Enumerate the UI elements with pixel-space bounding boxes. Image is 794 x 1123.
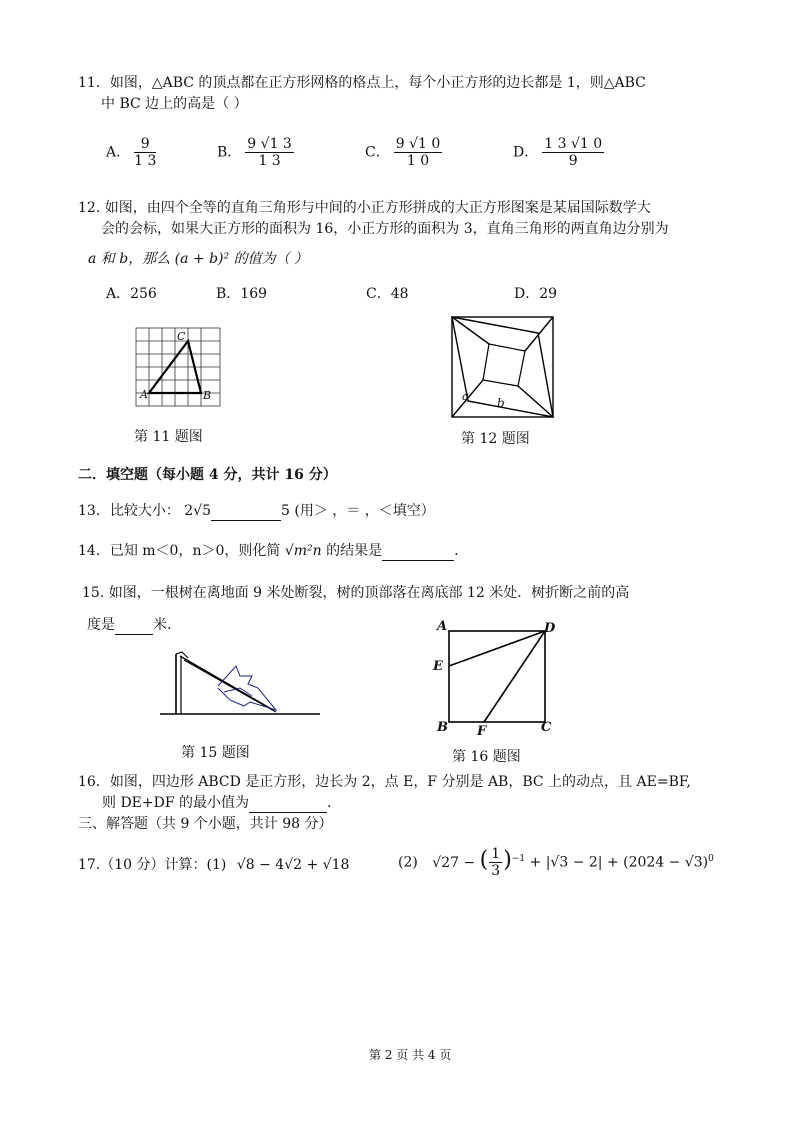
- q12-line3: a 和 b，那么 (a + b)² 的值为（ ）: [88, 251, 309, 267]
- figure-15-tree: [160, 648, 322, 716]
- q14-answer-blank[interactable]: [382, 546, 454, 561]
- q11-option-c: [365, 136, 446, 169]
- fig11-caption: 第 11 题图: [134, 429, 203, 445]
- fraction: $\frac{1 3 √1 0}{9}$: [544, 136, 603, 169]
- fig16-label-c: C: [541, 720, 552, 735]
- q12-option-c: C．48: [366, 286, 409, 302]
- q14-prefix: 14．已知 m＜0，n＞0，则化简: [78, 543, 281, 559]
- q15-line2-start: 度是: [87, 617, 115, 633]
- fig11-label-b: B: [203, 389, 212, 402]
- q13-expr: 2√5: [184, 503, 212, 519]
- q17-part2-exp: −1: [511, 853, 526, 864]
- q12-line2: 会的会标，如果大正方形的面积为 16，小正方形的面积为 3，直角三角形的两直角边分别为: [101, 221, 669, 237]
- fig16-label-a: A: [437, 619, 448, 634]
- q14-suffix: 的结果是: [326, 543, 383, 559]
- option-label: D．: [513, 144, 539, 161]
- q17-part2-b: + |√3 − 2| + (2024 − √3): [529, 854, 709, 871]
- fig16-label-e: E: [433, 659, 443, 674]
- q16-answer-blank[interactable]: [249, 798, 327, 813]
- option-label: A．: [106, 144, 131, 161]
- q15-line1: 15. 如图，一根树在离地面 9 米处断裂，树的顶部落在离底部 12 米处．树折断之前的高: [82, 585, 630, 601]
- q17-part2: (2) √27 − ( $\frac{1}{3}$ )$^{-1} + |√3 - 2| + (2024 - √3)^0$: [398, 846, 714, 879]
- fig16-label-d: D: [544, 621, 556, 636]
- q16-line2-end: .: [327, 795, 332, 811]
- fig16-label-b: B: [437, 720, 448, 735]
- q12-option-d: D．29: [514, 286, 558, 302]
- q17-part1: [78, 855, 349, 875]
- q16-line2-start: 则 DE+DF 的最小值为: [102, 795, 250, 811]
- fraction: $\frac{9}{1 3}$: [134, 136, 157, 169]
- q16-line2: [102, 793, 331, 813]
- q11-option-a: [106, 136, 160, 169]
- q17-part2-exp0: 0: [708, 853, 714, 864]
- q11-option-b: [217, 136, 298, 169]
- fig12-label-b: b: [497, 396, 505, 410]
- section-2-title: 二．填空题（每小题 4 分，共计 16 分）: [78, 467, 337, 483]
- fig15-caption: 第 15 题图: [181, 745, 250, 761]
- q17-part2-a: √27 −: [432, 854, 476, 871]
- fig16-caption: 第 16 题图: [452, 749, 521, 765]
- fig16-label-f: F: [477, 724, 487, 739]
- q12-option-a: A．256: [106, 286, 157, 302]
- q11-line1: 11．如图，△ABC 的顶点都在正方形网格的格点上，每个小正方形的边长都是 1，则△ABC: [78, 75, 646, 91]
- q13-answer-blank[interactable]: [211, 506, 281, 521]
- fig12-caption: 第 12 题图: [461, 431, 530, 447]
- section-3-title: 三、解答题（共 9 个小题，共计 98 分）: [78, 816, 333, 832]
- fraction: $\frac{9 √1 3}{1 3}$: [247, 136, 292, 169]
- q12-line1: 12. 如图，由四个全等的直角三角形与中间的小正方形拼成的大正方形图案是某届国际数学大: [78, 200, 651, 216]
- figure-16-square: [444, 624, 550, 724]
- q15-answer-blank[interactable]: [115, 620, 153, 635]
- fig12-label-a: a: [462, 389, 470, 403]
- q11-option-d: [513, 136, 608, 169]
- option-label: B．: [217, 144, 242, 161]
- q12-option-b: B．169: [216, 286, 268, 302]
- q13-suffix: 5 (用＞ ，＝ ，＜填空）: [281, 503, 435, 519]
- fraction: $\frac{9 √1 0}{1 0}$: [395, 136, 441, 169]
- q17-part2-fraction: $\frac{1}{3}$: [491, 846, 501, 879]
- q14-expr: √m²n: [284, 543, 322, 559]
- q13: [78, 501, 435, 521]
- q16-line1: 16．如图，四边形 ABCD 是正方形，边长为 2，点 E，F 分别是 AB，BC 上的动点，且 AE=BF,: [78, 774, 691, 790]
- q17-expr1: √8 − 4√2 + √18: [236, 857, 350, 873]
- fig11-label-c: C: [177, 330, 186, 343]
- q11-line2: 中 BC 边上的高是（ ）: [101, 96, 248, 112]
- page-footer: 第 2 页 共 4 页: [369, 1048, 452, 1062]
- q17-part2-label: (2): [398, 854, 418, 871]
- q14-end: .: [454, 543, 459, 559]
- fig11-label-a: A: [140, 388, 148, 401]
- q15-line2: [87, 615, 171, 635]
- q17-prefix: 17.（10 分）计算：(1): [78, 857, 227, 873]
- option-label: C．: [365, 144, 390, 161]
- q14: [78, 541, 459, 561]
- q15-line2-end: 米.: [153, 617, 172, 633]
- q13-prefix: 13．比较大小：: [78, 503, 180, 519]
